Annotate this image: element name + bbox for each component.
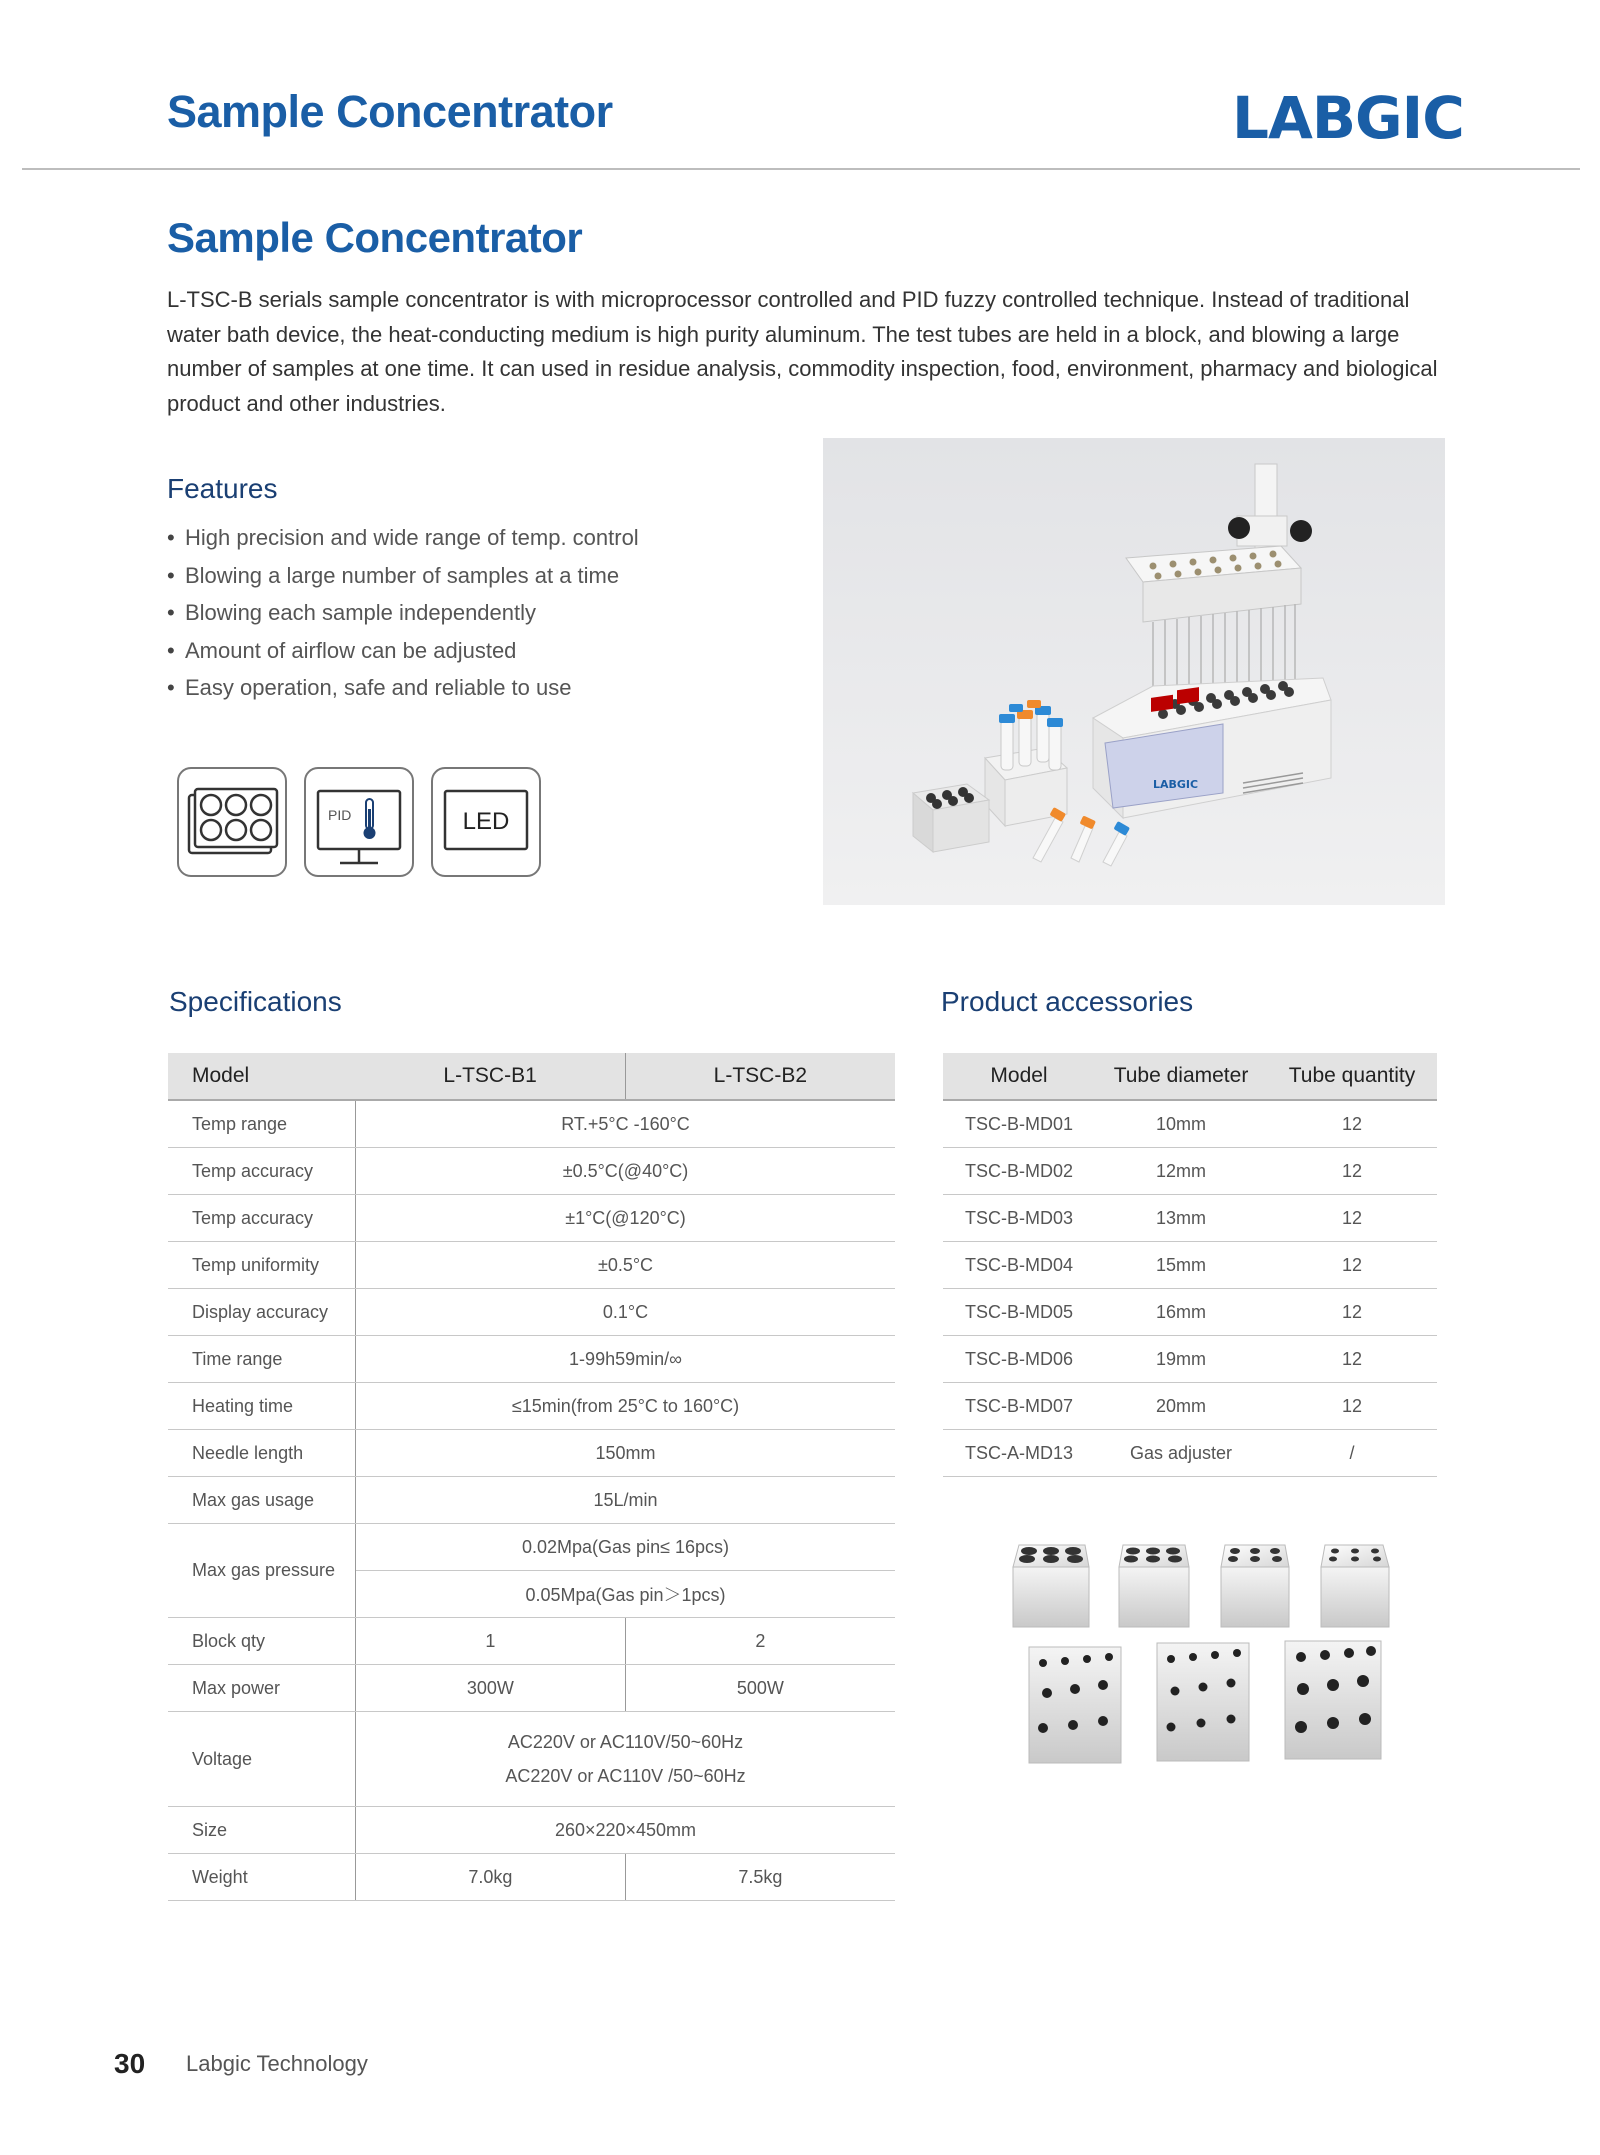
table-row: Heating time ≤15min(from 25°C to 160°C) — [168, 1383, 895, 1430]
feature-item: • High precision and wide range of temp. control — [167, 525, 639, 550]
company-name: Labgic Technology — [186, 2051, 368, 2076]
column-header: L-TSC-B1 — [356, 1053, 626, 1100]
page-header-title: Sample Concentrator — [167, 86, 613, 137]
section-title: Sample Concentrator — [167, 214, 583, 261]
svg-text:LED: LED — [462, 808, 510, 835]
labgic-logo: LABGIC — [1232, 84, 1464, 152]
feature-item: • Easy operation, safe and reliable to use — [167, 675, 572, 701]
multi-well-block-icon — [177, 767, 287, 877]
table-row: Weight 7.0kg 7.5kg — [168, 1854, 895, 1901]
table-row: TSC-B-MD06 19mm 12 — [943, 1336, 1437, 1383]
table-row: Temp accuracy ±1°C(@120°C) — [168, 1195, 895, 1242]
column-header: Model — [943, 1053, 1095, 1100]
page-number: 30 — [114, 2048, 146, 2079]
led-display-icon — [431, 767, 541, 877]
pid-thermometer-icon — [304, 767, 414, 877]
feature-item: • Blowing each sample independently — [167, 600, 537, 626]
table-row: TSC-A-MD13 Gas adjuster / — [943, 1430, 1437, 1477]
column-header: Model — [168, 1053, 356, 1100]
intro-paragraph: L-TSC-B serials sample concentrator is with microprocessor controlled and PID fuzzy controlled technique. Instead of traditional water bath device, the heat-conducting medium is high purity aluminum. The test tubes are held in a block, and blowing a large number of samples at one time. It can used in residue analysis, commodity inspection, food, environment, pharmacy and biological product and other industries. — [167, 287, 1438, 416]
table-row: Temp uniformity ±0.5°C — [168, 1242, 895, 1289]
specifications-table — [168, 1053, 895, 1901]
table-row: Display accuracy 0.1°C — [168, 1289, 895, 1336]
table-row: TSC-B-MD04 15mm 12 — [943, 1242, 1437, 1289]
accessories-table — [943, 1053, 1437, 1477]
header-divider — [22, 168, 1580, 170]
feature-item: • Amount of airflow can be adjusted — [167, 637, 517, 663]
features-heading: Features — [167, 473, 278, 504]
aluminum-blocks-photo — [985, 1523, 1415, 1793]
table-row: Time range 1-99h59min/∞ — [168, 1336, 895, 1383]
table-header-row — [168, 1053, 895, 1100]
table-row: Max gas usage 15L/min — [168, 1477, 895, 1524]
product-photo — [823, 438, 1445, 905]
table-row: Size 260×220×450mm — [168, 1807, 895, 1854]
voltage-line: AC220V or AC110V/50~60Hz — [507, 1732, 744, 1752]
features-list — [167, 519, 639, 707]
table-row: Block qty 1 2 — [168, 1618, 895, 1665]
svg-text:PID: PID — [328, 807, 352, 823]
table-row: 0.05Mpa(Gas pin＞1pcs) — [168, 1571, 895, 1618]
svg-text:LABGIC: LABGIC — [1153, 778, 1199, 791]
feature-item: • Blowing a large number of samples at a time — [167, 562, 620, 588]
voltage-line: AC220V or AC110V /50~60Hz — [505, 1766, 746, 1786]
table-row: Temp accuracy ±0.5°C(@40°C) — [168, 1148, 895, 1195]
table-row: TSC-B-MD05 16mm 12 — [943, 1289, 1437, 1336]
table-row: Needle length 150mm — [168, 1430, 895, 1477]
accessories-heading: Product accessories — [941, 986, 1194, 1017]
column-header: L-TSC-B2 — [625, 1053, 895, 1100]
table-header-row — [943, 1053, 1437, 1100]
column-header: Tube quantity — [1267, 1053, 1437, 1100]
table-row: Temp range RT.+5°C -160°C — [168, 1100, 895, 1148]
table-row: Max power 300W 500W — [168, 1665, 895, 1712]
table-row: TSC-B-MD01 10mm 12 — [943, 1100, 1437, 1148]
table-row: TSC-B-MD07 20mm 12 — [943, 1383, 1437, 1430]
table-row: TSC-B-MD03 13mm 12 — [943, 1195, 1437, 1242]
table-row: TSC-B-MD02 12mm 12 — [943, 1148, 1437, 1195]
table-row: Max gas pressure 0.02Mpa(Gas pin≤ 16pcs) — [168, 1524, 895, 1571]
column-header: Tube diameter — [1095, 1053, 1267, 1100]
specifications-heading: Specifications — [169, 986, 342, 1017]
table-row: Voltage AC220V or AC110V/50~60Hz AC220V or AC110V /50~60Hz — [168, 1712, 895, 1807]
